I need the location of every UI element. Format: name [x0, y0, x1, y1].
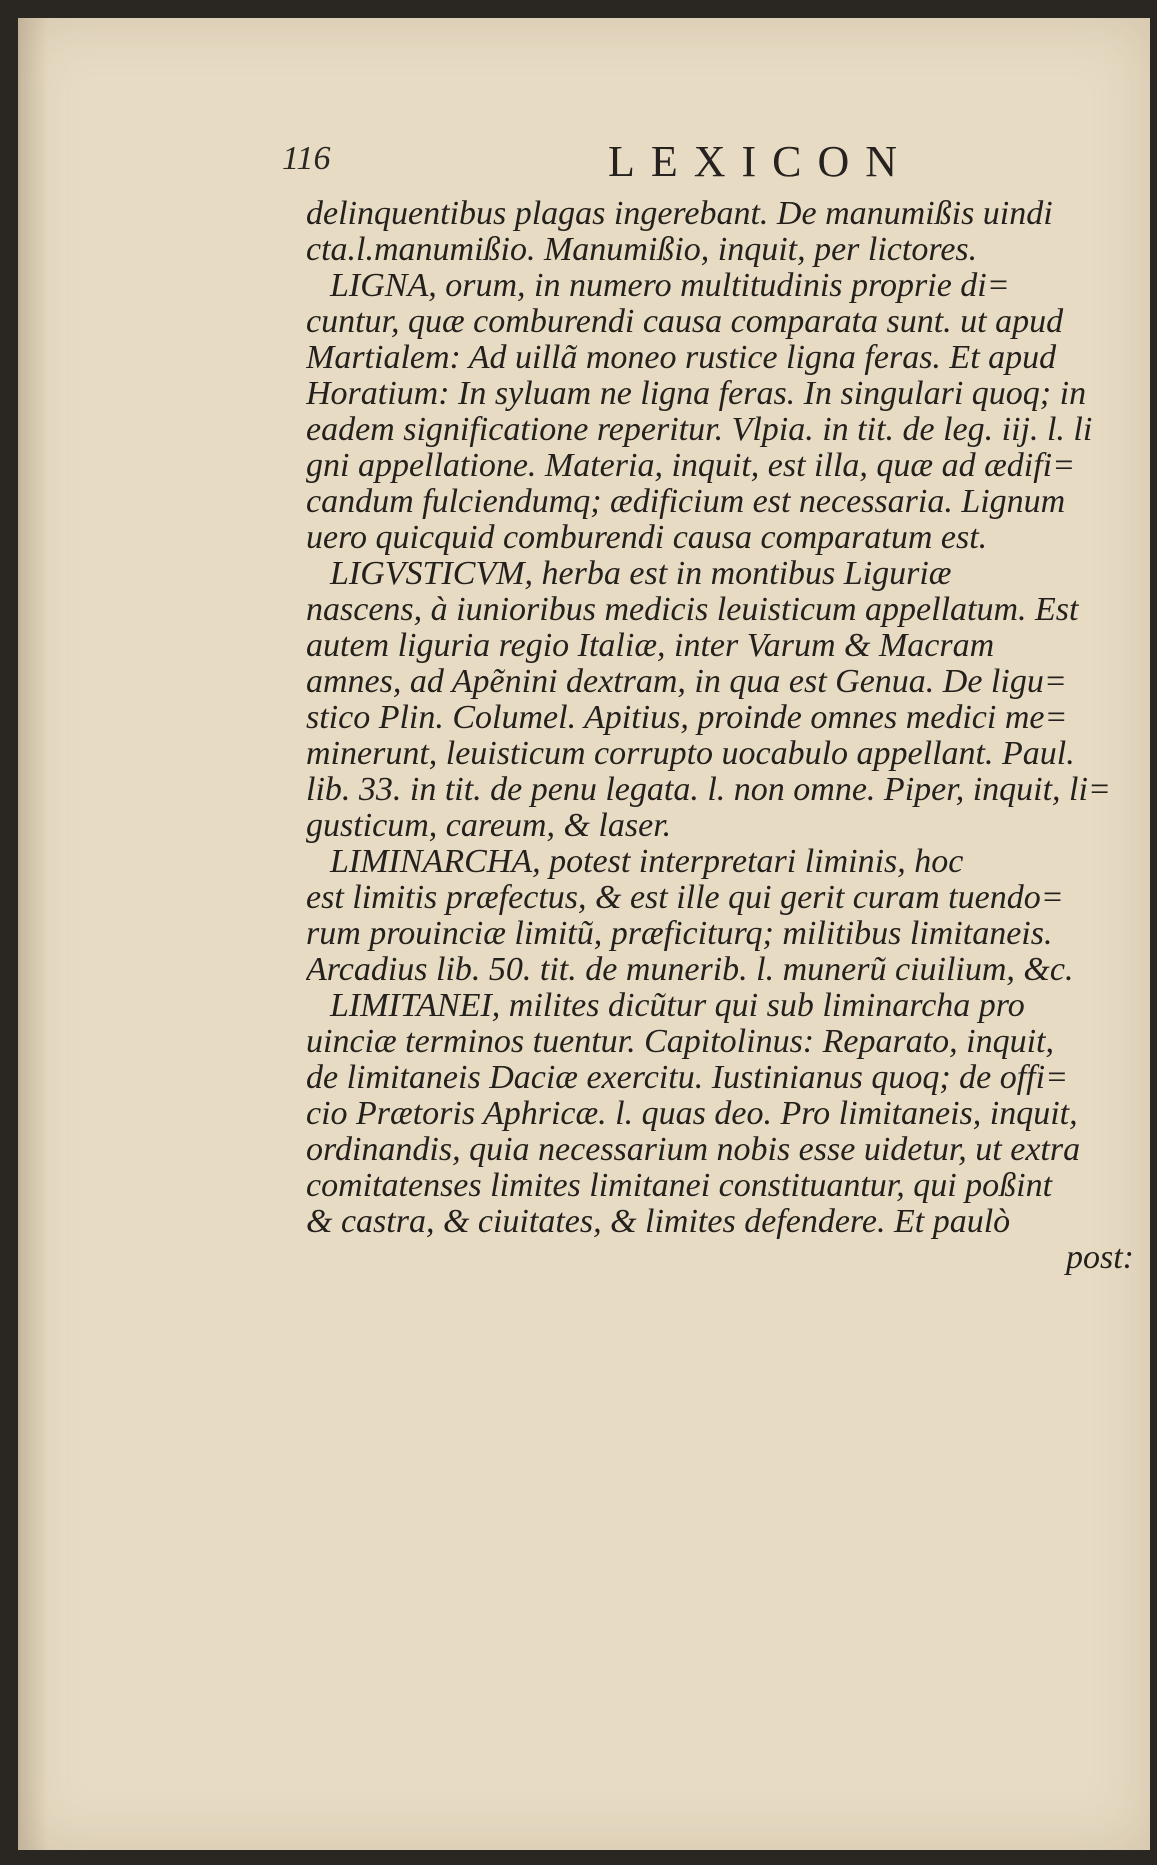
- text-line: nascens, à iunioribus medicis leuisticum appellatum. Est: [306, 592, 1079, 628]
- text-line: Martialem: Ad uillã moneo rustice ligna feras. Et apud: [306, 340, 1057, 376]
- text-line: de limitaneis Daciæ exercitu. Iustinianus quoq; de offi=: [306, 1060, 1069, 1096]
- text-line: gusticum, careum, & laser.: [306, 808, 672, 844]
- entry-limitanei-line: LIMITANEI, milites dicũtur qui sub liminarcha pro: [330, 988, 1025, 1024]
- catchword: post:: [1066, 1240, 1134, 1276]
- body-text: [306, 196, 1146, 1276]
- text-line: eadem significatione reperitur. Vlpia. in tit. de leg. iij. l. li: [306, 412, 1093, 448]
- binding-shadow: [18, 18, 48, 1850]
- text-line: cio Prætoris Aphricæ. l. quas deo. Pro limitaneis, inquit,: [306, 1096, 1078, 1132]
- entry-liminarcha-line: LIMINARCHA, potest interpretari liminis, hoc: [330, 844, 964, 880]
- page-header: [20, 136, 1150, 186]
- text-line: rum prouinciæ limitũ, præficiturq; militibus limitaneis.: [306, 916, 1053, 952]
- text-line: amnes, ad Apẽnini dextram, in qua est Genua. De ligu=: [306, 664, 1067, 700]
- running-title: LEXICON: [608, 137, 914, 186]
- text-line: Horatium: In syluam ne ligna feras. In singulari quoq; in: [306, 376, 1087, 412]
- text-line: & castra, & ciuitates, & limites defendere. Et paulò: [306, 1204, 1011, 1240]
- text-line: candum fulciendumq; ædificium est necessaria. Lignum: [306, 484, 1066, 520]
- text-line: est limitis præfectus, & est ille qui gerit curam tuendo=: [306, 880, 1064, 916]
- text-line: cuntur, quæ comburendi causa comparata sunt. ut apud: [306, 304, 1064, 340]
- book-page: [18, 18, 1150, 1850]
- text-line: Arcadius lib. 50. tit. de munerib. l. munerũ ciuilium, &c.: [306, 952, 1074, 988]
- text-line: comitatenses limites limitanei constituantur, qui poßint: [306, 1168, 1053, 1204]
- text-line: ordinandis, quia necessarium nobis esse uidetur, ut extra: [306, 1132, 1081, 1168]
- text-line: uero quicquid comburendi causa comparatum est.: [306, 520, 988, 556]
- text-line: autem liguria regio Italiæ, inter Varum & Macram: [306, 628, 995, 664]
- text-line: stico Plin. Columel. Apitius, proinde omnes medici me=: [306, 700, 1068, 736]
- text-line: lib. 33. in tit. de penu legata. l. non omne. Piper, inquit, li=: [306, 772, 1111, 808]
- text-line: delinquentibus plagas ingerebant. De manumißis uindi: [306, 196, 1053, 232]
- text-line: cta.l.manumißio. Manumißio, inquit, per lictores.: [306, 232, 978, 268]
- text-line: uinciæ terminos tuentur. Capitolinus: Reparato, inquit,: [306, 1024, 1054, 1060]
- folio-number: 116: [282, 140, 331, 177]
- entry-ligna-line: LIGNA, orum, in numero multitudinis proprie di=: [330, 268, 1010, 304]
- text-line: gni appellatione. Materia, inquit, est illa, quæ ad ædifi=: [306, 448, 1076, 484]
- entry-ligusticum-line: LIGVSTICVM, herba est in montibus Liguriæ: [330, 556, 952, 592]
- text-line: minerunt, leuisticum corrupto uocabulo appellant. Paul.: [306, 736, 1075, 772]
